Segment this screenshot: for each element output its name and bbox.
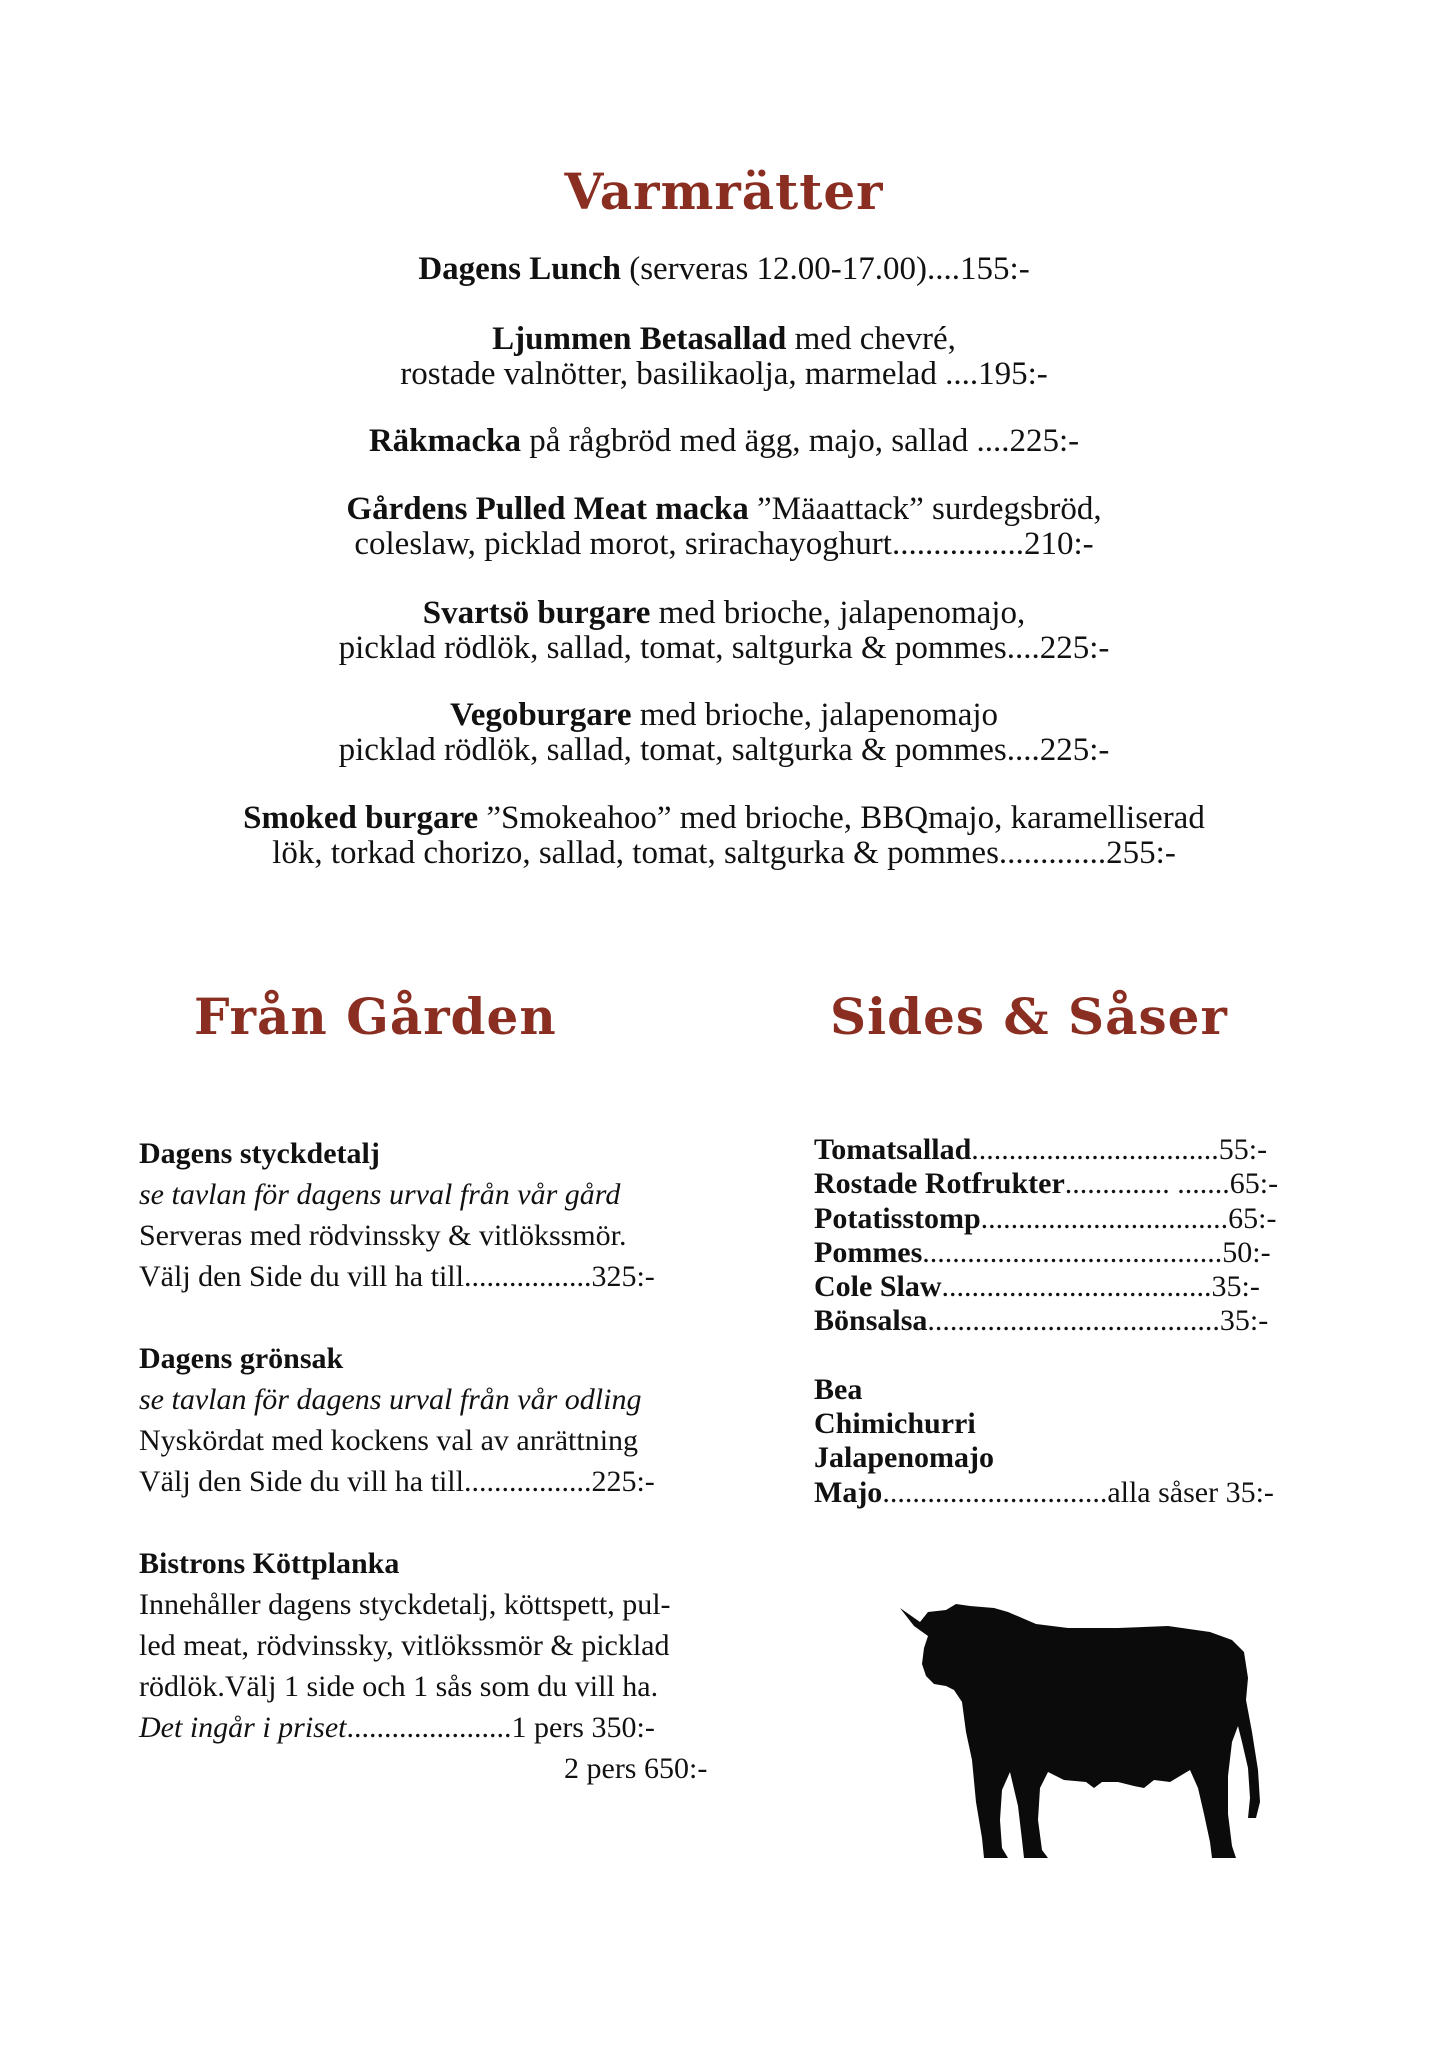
- item-desc: med brioche, jalapenomajo,: [650, 595, 1026, 631]
- item-desc: ”Mäaattack” surdegsbröd,: [748, 491, 1102, 527]
- item-name: Dagens grönsak: [139, 1342, 344, 1375]
- sauce-row: [814, 1476, 1354, 1510]
- side-name: Bönsalsa: [814, 1304, 928, 1338]
- side-name: Pommes: [814, 1235, 923, 1269]
- item-note: se tavlan för dagens urval från vår odling: [139, 1383, 642, 1416]
- side-row: [814, 1202, 1354, 1236]
- fran-garden-list: [139, 1133, 779, 1789]
- side-row: [814, 1133, 1354, 1167]
- cow-silhouette-icon: [898, 1592, 1262, 1860]
- item-desc: med chevré,: [786, 321, 956, 357]
- side-price: .................................65:-: [980, 1201, 1277, 1235]
- menu-item: [0, 424, 1448, 459]
- item-desc-line2: lök, torkad chorizo, sallad, tomat, saltgurka & pommes.............255:-: [272, 835, 1176, 871]
- item-price: ......................1 pers 350:-: [346, 1711, 655, 1744]
- item-desc: Innehåller dagens styckdetalj, köttspett, pul-: [139, 1588, 671, 1621]
- item-desc-line2: coleslaw, picklad morot, srirachayoghurt................210:-: [354, 526, 1094, 562]
- side-price: .............. .......65:-: [1064, 1167, 1279, 1201]
- sides-list: [814, 1133, 1354, 1510]
- item-name: Dagens styckdetalj: [139, 1137, 380, 1170]
- side-row: [814, 1304, 1354, 1338]
- item-desc: rödlök.Välj 1 side och 1 sås som du vill ha.: [139, 1670, 659, 1703]
- sauce-name: Majo: [814, 1475, 883, 1509]
- menu-item: [0, 492, 1448, 562]
- sauce-item: Bea: [814, 1372, 863, 1406]
- side-row: [814, 1167, 1354, 1201]
- item-name: Ljummen Betasallad: [492, 321, 787, 357]
- item-name: Smoked burgare: [243, 800, 479, 836]
- menu-item: [0, 596, 1448, 666]
- item-desc: på rågbröd med ägg, majo, sallad ....225:-: [521, 423, 1080, 459]
- item-desc: Nyskördat med kockens val av anrättning: [139, 1424, 639, 1457]
- side-name: Cole Slaw: [814, 1270, 942, 1304]
- menu-item: [0, 801, 1448, 871]
- side-price: ....................................35:-: [941, 1270, 1260, 1304]
- item-price: 2 pers 650:-: [564, 1752, 708, 1785]
- item-price: Välj den Side du vill ha till.................325:-: [139, 1260, 655, 1293]
- side-price: .................................55:-: [971, 1133, 1268, 1166]
- sauce-item: Jalapenomajo: [814, 1441, 994, 1475]
- sauce-item: Chimichurri: [814, 1407, 976, 1441]
- item-name: Räkmacka: [368, 423, 522, 459]
- item-desc-line2: rostade valnötter, basilikaolja, marmelad ....195:-: [400, 356, 1048, 392]
- section-heading-sides: Sides & Såser: [830, 987, 1228, 1046]
- item-price: Välj den Side du vill ha till.................225:-: [139, 1465, 655, 1498]
- section-heading-fran-garden: Från Gården: [194, 987, 557, 1046]
- item-desc: Serveras med rödvinssky & vitlökssmör.: [139, 1219, 627, 1252]
- side-price: .......................................35:-: [927, 1304, 1269, 1338]
- menu-item: [0, 252, 1448, 287]
- item-desc-line2: picklad rödlök, sallad, tomat, saltgurka & pommes....225:-: [338, 630, 1110, 666]
- item-name: Vegoburgare: [449, 697, 632, 733]
- menu-item: [0, 698, 1448, 768]
- item-desc: med brioche, jalapenomajo: [631, 697, 999, 733]
- item-name: Gårdens Pulled Meat macka: [346, 491, 749, 527]
- side-row: [814, 1236, 1354, 1270]
- item-desc-line2: picklad rödlök, sallad, tomat, saltgurka & pommes....225:-: [338, 732, 1110, 768]
- item-note: Det ingår i priset: [139, 1711, 347, 1744]
- item-note: se tavlan för dagens urval från vår gård: [139, 1178, 621, 1211]
- sauce-price: ..............................alla såser 35:-: [882, 1475, 1274, 1509]
- side-row: [814, 1270, 1354, 1304]
- item-desc: ”Smokeahoo” med brioche, BBQmajo, karamelliserad: [478, 800, 1205, 836]
- section-heading-varmratter: Varmrätter: [564, 162, 884, 221]
- item-desc: led meat, rödvinssky, vitlökssmör & picklad: [139, 1629, 670, 1662]
- side-price: ........................................50:-: [922, 1235, 1271, 1269]
- side-name: Tomatsallad: [814, 1133, 972, 1166]
- item-name: Bistrons Köttplanka: [139, 1547, 400, 1580]
- item-name: Dagens Lunch: [418, 251, 621, 287]
- item-name: Svartsö burgare: [422, 595, 651, 631]
- side-name: Potatisstomp: [814, 1201, 981, 1235]
- menu-item: [0, 322, 1448, 392]
- side-name: Rostade Rotfrukter: [814, 1167, 1065, 1201]
- item-desc: (serveras 12.00-17.00)....155:-: [620, 251, 1030, 287]
